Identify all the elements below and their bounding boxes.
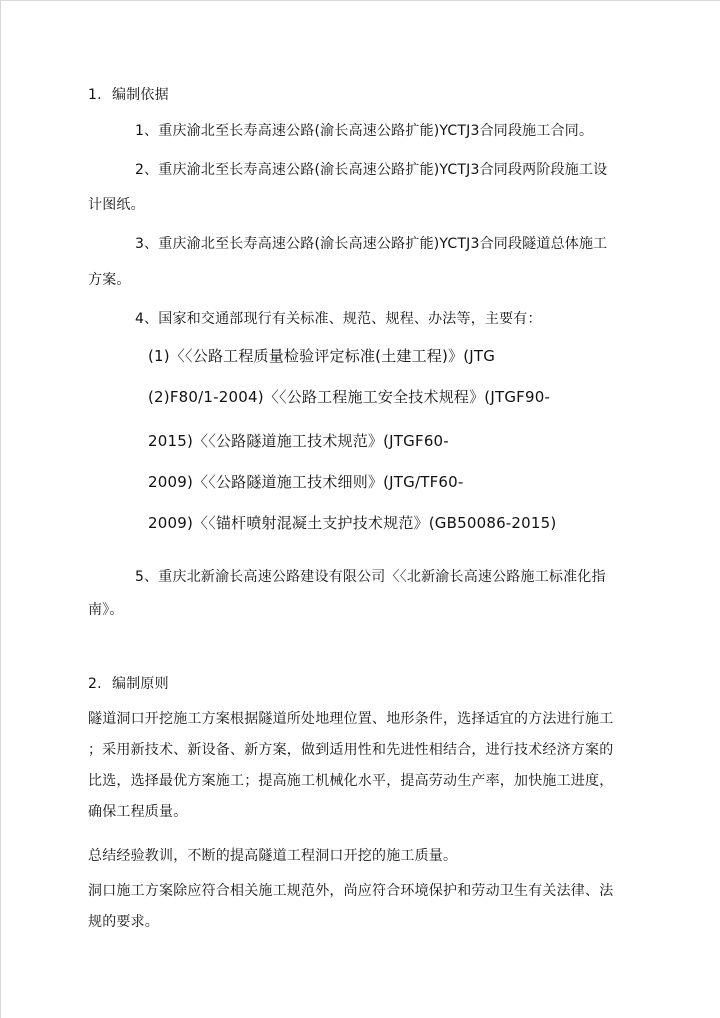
basis-item-3-line-2: 方案。: [88, 272, 131, 288]
principle-paragraph-2: 总结经验教训，不断的提高隧道工程洞口开挖的施工质量。: [88, 848, 458, 864]
principle-paragraph-line: 确保工程质量。: [88, 804, 188, 820]
principle-paragraph-line: 规的要求。: [88, 914, 159, 930]
basis-item-1: 1、重庆渝北至长寿高速公路(渝长高速公路扩能)YCTJ3合同段施工合同。: [135, 123, 594, 139]
standard-ref-line: 2009)〈〈公路隧道施工技术细则》(JTG/TF60-: [148, 473, 464, 491]
principle-paragraph-line: 比选，选择最优方案施工；提高施工机械化水平，提高劳动生产率，加快施工进度，: [88, 773, 614, 789]
standard-ref-line: 2015)〈〈公路隧道施工技术规范》(JTGF60-: [148, 432, 449, 450]
principle-paragraph-line: 洞口施工方案除应符合相关施工规范外，尚应符合环境保护和劳动卫生有关法律、法: [88, 883, 614, 899]
section2-heading: 编制原则: [112, 676, 169, 692]
section2-heading-number: 2.: [88, 676, 102, 692]
basis-item-3-line-1: 3、重庆渝北至长寿高速公路(渝长高速公路扩能)YCTJ3合同段隧道总体施工: [135, 236, 608, 252]
standard-ref-line: (1)〈〈公路工程质量检验评定标准(土建工程)》(JTG: [148, 347, 496, 365]
section1-heading-number: 1.: [88, 87, 102, 103]
principle-paragraph-line: 隧道洞口开挖施工方案根据隧道所处地理位置、地形条件，选择适宜的方法进行施工: [88, 711, 614, 727]
basis-item-2-line-2: 计图纸。: [88, 197, 145, 213]
basis-item-4: 4、国家和交通部现行有关标准、规范、规程、办法等，主要有：: [135, 311, 542, 327]
standard-ref-line: (2)F80/1-2004)〈〈公路工程施工安全技术规程》(JTGF90-: [148, 388, 551, 406]
section1-heading: 编制依据: [112, 87, 169, 103]
page-border-top: [0, 0, 720, 1]
basis-item-5-line-1: 5、重庆北新渝长高速公路建设有限公司〈〈北新渝长高速公路施工标准化指: [135, 569, 606, 585]
principle-paragraph-line: ；采用新技术、新设备、新方案，做到适用性和先进性相结合，进行技术经济方案的: [88, 742, 614, 758]
basis-item-5-line-2: 南》。: [88, 602, 124, 618]
page-border-left: [0, 0, 1, 1018]
standard-ref-line: 2009)〈〈锚杆喷射混凝土支护技术规范》(GB50086-2015): [148, 514, 557, 532]
basis-item-2-line-1: 2、重庆渝北至长寿高速公路(渝长高速公路扩能)YCTJ3合同段两阶段施工设: [135, 162, 608, 178]
